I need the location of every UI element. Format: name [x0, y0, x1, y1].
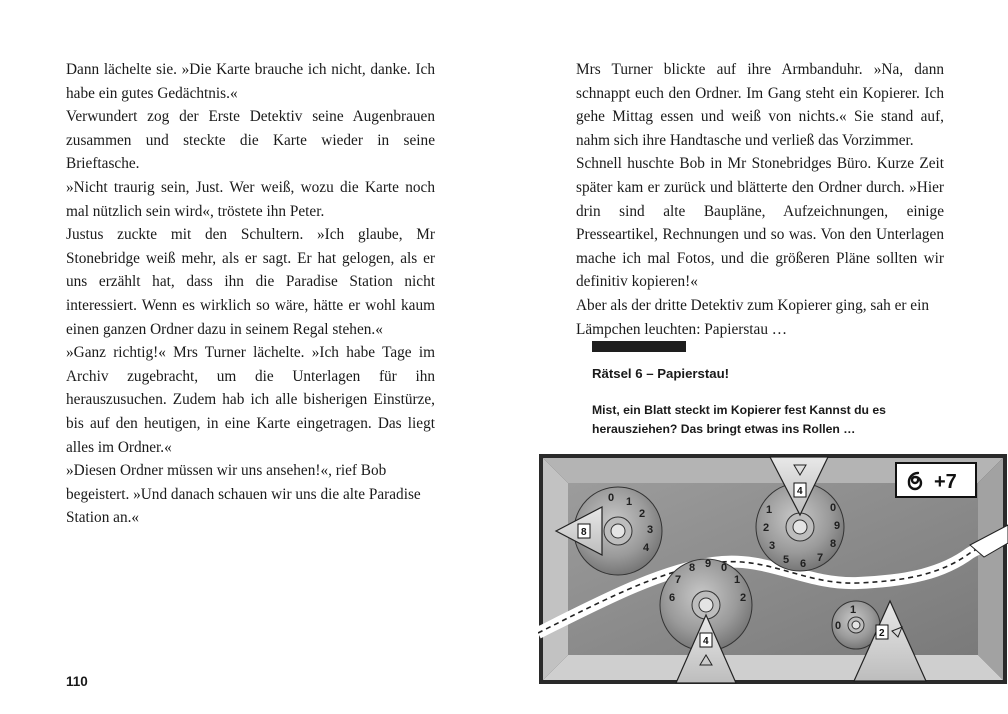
paragraph: »Nicht traurig sein, Just. Wer weiß, wozu die Karte noch mal nützlich sein wird«, tröstete ihn Peter.	[66, 178, 435, 220]
dial-digit: 9	[834, 520, 841, 532]
copier-puzzle-illustration[interactable]	[538, 453, 1008, 685]
wall-right	[978, 458, 1003, 680]
paragraph: Dann lächelte sie. »Die Karte brauche ich nicht, danke. Ich habe ein gutes Gedächtnis.«	[66, 61, 435, 102]
dial-digit: 6	[669, 592, 676, 604]
right-page-text	[576, 58, 944, 341]
page-number: 110	[66, 674, 88, 689]
dial-digit: 7	[817, 552, 824, 564]
marker-digit: 8	[581, 527, 587, 538]
dial-digit: 7	[675, 574, 682, 586]
paragraph: »Diesen Ordner müssen wir uns ansehen!«, rief Bob begeistert. »Und danach schauen wir uns die alte Paradise Station an.«	[66, 462, 421, 527]
wall-bottom	[543, 655, 1003, 680]
dial-digit: 4	[643, 542, 650, 554]
marker-digit: 2	[879, 628, 885, 639]
dial-digit: 2	[763, 522, 770, 534]
dial-digit: 0	[830, 502, 837, 514]
dial-digit: 6	[800, 558, 807, 570]
dial-digit: 1	[850, 604, 857, 616]
marker-digit: 4	[797, 486, 803, 497]
dial-digit: 8	[830, 538, 837, 550]
right-page	[504, 0, 1008, 714]
marker-digit: 4	[703, 636, 709, 647]
badge-value: +7	[934, 471, 957, 493]
dial-digit: 3	[769, 540, 776, 552]
puzzle-score-badge	[896, 463, 976, 497]
paragraph: Aber als der dritte Detektiv zum Kopierer ging, sah er ein Lämpchen leuchten: Papierstau …	[576, 296, 929, 338]
dial-digit: 1	[734, 574, 741, 586]
paragraph: Mrs Turner blickte auf ihre Armbanduhr. »Na, dann schnappt euch den Ordner. Im Gang steht ein Kopierer. Ich gehe Mittag essen und weiß von nichts.« Sie stand auf, nahm sich ihre Handtasche und verließ das Vorzimmer.	[576, 61, 944, 149]
dial-digit: 3	[647, 524, 654, 536]
dial-digit: 8	[689, 562, 696, 574]
puzzle-title: Rätsel 6 – Papierstau!	[592, 366, 730, 381]
dial-digit: 1	[626, 496, 633, 508]
puzzle-description: Mist, ein Blatt steckt im Kopierer fest Kannst du es herausziehen? Das bringt etwas ins Rollen …	[592, 403, 886, 436]
dial-digit: 0	[721, 562, 728, 574]
paragraph: Schnell huschte Bob in Mr Stonebridges Büro. Kurze Zeit später kam er zurück und blätterte den Ordner durch. »Hier drin sind alte Baupläne, Aufzeichnungen, einige Presseartikel, Rechnungen und so was. Von den Unterlagen mache ich mal Fotos, und die größeren Pläne sollten wir definitiv kopieren!«	[576, 155, 944, 291]
puzzle-header-bar	[592, 341, 686, 352]
paragraph: Justus zuckte mit den Schultern. »Ich glaube, Mr Stonebridge weiß mehr, als er sagt. Er hat gelogen, als er uns erzählt hat, dass ihn die Paradise Station nicht interessiert. Wenn es wirklich so wäre, hätte er wohl kaum einen ganzen Ordner dazu in seinem Regal stehen.«	[66, 226, 435, 338]
left-page-text	[66, 58, 435, 530]
dial-digit: 0	[608, 492, 615, 504]
dial-digit: 0	[835, 620, 842, 632]
dial-digit: 1	[766, 504, 773, 516]
paragraph: »Ganz richtig!« Mrs Turner lächelte. »Ich habe Tage im Archiv zugebracht, um die Unterlagen für ihn herauszusuchen. Zudem hab ich alle bisherigen Einstürze, bis auf den heutigen, in eine Karte eingetragen. Das liegt alles im Ordner.«	[66, 344, 435, 456]
paragraph: Verwundert zog der Erste Detektiv seine Augenbrauen zusammen und steckte die Karte wieder in seine Brieftasche.	[66, 108, 435, 173]
dial-digit: 2	[639, 508, 646, 520]
wall-left	[543, 458, 568, 680]
dial-digit: 2	[740, 592, 747, 604]
dial-digit: 5	[783, 554, 790, 566]
dial-digit: 9	[705, 558, 712, 570]
